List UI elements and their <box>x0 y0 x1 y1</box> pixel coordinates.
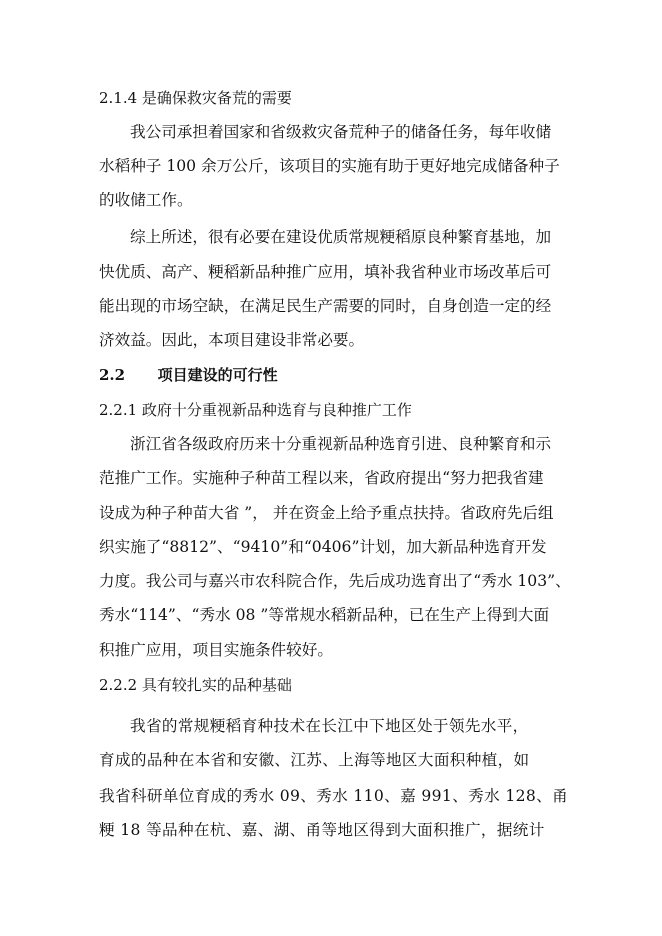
paragraph-line: 水稻种子 100 余万公斤，该项目的实施有助于更好地完成储备种子 <box>99 157 560 175</box>
section-heading-2-2-1: 2.2.1 政府十分重视新品种选育与良种推广工作 <box>99 401 412 419</box>
paragraph-line: 我省的常规粳稻育种技术在长江中下地区处于领先水平， <box>130 717 529 735</box>
paragraph-line: 育成的品种在本省和安徽、江苏、上海等地区大面积种植，如 <box>99 751 530 769</box>
paragraph-line: 织实施了“8812”、“9410”和“0406”计划，加大新品种选育开发 <box>99 538 547 556</box>
paragraph-line: 快优质、高产、粳稻新品种推广应用，填补我省种业市场改革后可 <box>99 263 552 281</box>
section-heading-number: 2.2 <box>99 366 126 384</box>
paragraph-line: 设成为种子种苗大省 ”， 并在资金上给予重点扶持。省政府先后组 <box>99 504 554 522</box>
section-heading-2-2 <box>0 365 662 385</box>
paragraph-line: 浙江省各级政府历来十分重视新品种选育引进、良种繁育和示 <box>130 435 552 453</box>
paragraph-line: 我省科研单位育成的秀水 09、秀水 110、嘉 991、秀水 128、甬 <box>99 787 569 805</box>
section-heading-text: 项目建设的可行性 <box>157 366 278 384</box>
paragraph-line: 范推广工作。实施种子种苗工程以来，省政府提出“努力把我省建 <box>99 469 544 487</box>
paragraph-line: 济效益。因此，本项目建设非常必要。 <box>99 331 365 349</box>
section-heading-2-2-2: 2.2.2 具有较扎实的品种基础 <box>99 676 292 694</box>
paragraph-line: 我公司承担着国家和省级救灾备荒种子的储备任务，每年收储 <box>130 123 552 141</box>
paragraph-line: 能出现的市场空缺，在满足民生产需要的同时，自身创造一定的经 <box>99 297 552 315</box>
paragraph-line: 秀水“114”、“秀水 08 ”等常规水稻新品种，已在生产上得到大面 <box>99 606 550 624</box>
paragraph-line: 粳 18 等品种在杭、嘉、湖、甬等地区得到大面积推广，据统计 <box>99 821 545 839</box>
paragraph-line: 积推广应用，项目实施条件较好。 <box>99 641 333 659</box>
paragraph-line: 的收储工作。 <box>99 191 193 209</box>
paragraph-line: 力度。我公司与嘉兴市农科院合作，先后成功选育出了“秀水 103”、 <box>99 572 571 590</box>
section-heading-2-1-4: 2.1.4 是确保救灾备荒的需要 <box>99 89 292 107</box>
paragraph-line: 综上所述，很有必要在建设优质常规粳稻原良种繁育基地，加 <box>130 228 552 246</box>
